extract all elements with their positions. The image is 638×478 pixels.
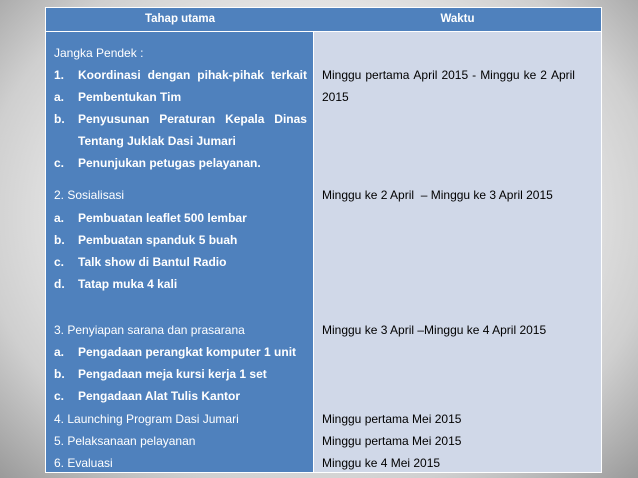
pelaksanaan-row: 5. Pelaksanaan pelayanan	[54, 434, 196, 448]
waktu-5: Minggu pertama Mei 2015	[322, 434, 462, 448]
schedule-table	[45, 7, 602, 473]
list-item: a. Pembuatan leaflet 500 lembar	[54, 211, 247, 225]
list-item: 1. Koordinasi dengan pihak-pihak terkait	[54, 68, 307, 82]
header-waktu: Waktu	[440, 13, 475, 25]
evaluasi-row: 6. Evaluasi	[54, 456, 113, 470]
penyiapan-title: 3. Penyiapan sarana dan prasarana	[54, 323, 245, 337]
list-item: a. Pengadaan perangkat komputer 1 unit	[54, 345, 297, 359]
sosialisasi-title: 2. Sosialisasi	[54, 188, 125, 202]
list-item: c. Pengadaan Alat Tulis Kantor	[54, 389, 241, 403]
list-item: Tentang Juklak Dasi Jumari	[78, 134, 236, 148]
waktu-1-line2: 2015	[322, 90, 349, 104]
waktu-1-line1: Minggu pertama April 2015 - Minggu ke 2 April	[322, 68, 575, 82]
header-tahap-utama: Tahap utama	[144, 13, 216, 25]
launching-row: 4. Launching Program Dasi Jumari	[54, 412, 239, 426]
list-item: b. Pengadaan meja kursi kerja 1 set	[54, 367, 267, 381]
list-item: c. Penunjukan petugas pelayanan.	[54, 156, 261, 170]
list-item: a. Pembentukan Tim	[54, 90, 182, 104]
waktu-4: Minggu pertama Mei 2015	[322, 412, 462, 426]
waktu-column	[314, 32, 601, 472]
jangka-pendek-title: Jangka Pendek :	[54, 46, 144, 60]
list-item: d. Tatap muka 4 kali	[54, 277, 178, 291]
waktu-3: Minggu ke 3 April –Minggu ke 4 April 2015	[322, 323, 547, 337]
list-item: b. Pembuatan spanduk 5 buah	[54, 233, 238, 247]
table-header	[46, 8, 601, 32]
tahap-column	[46, 32, 314, 472]
list-item: c. Talk show di Bantul Radio	[54, 255, 227, 269]
waktu-6: Minggu ke 4 Mei 2015	[322, 456, 441, 470]
list-item: b. Penyusunan Peraturan Kepala Dinas	[54, 112, 307, 126]
waktu-2: Minggu ke 2 April – Minggu ke 3 April 2015	[322, 188, 553, 202]
